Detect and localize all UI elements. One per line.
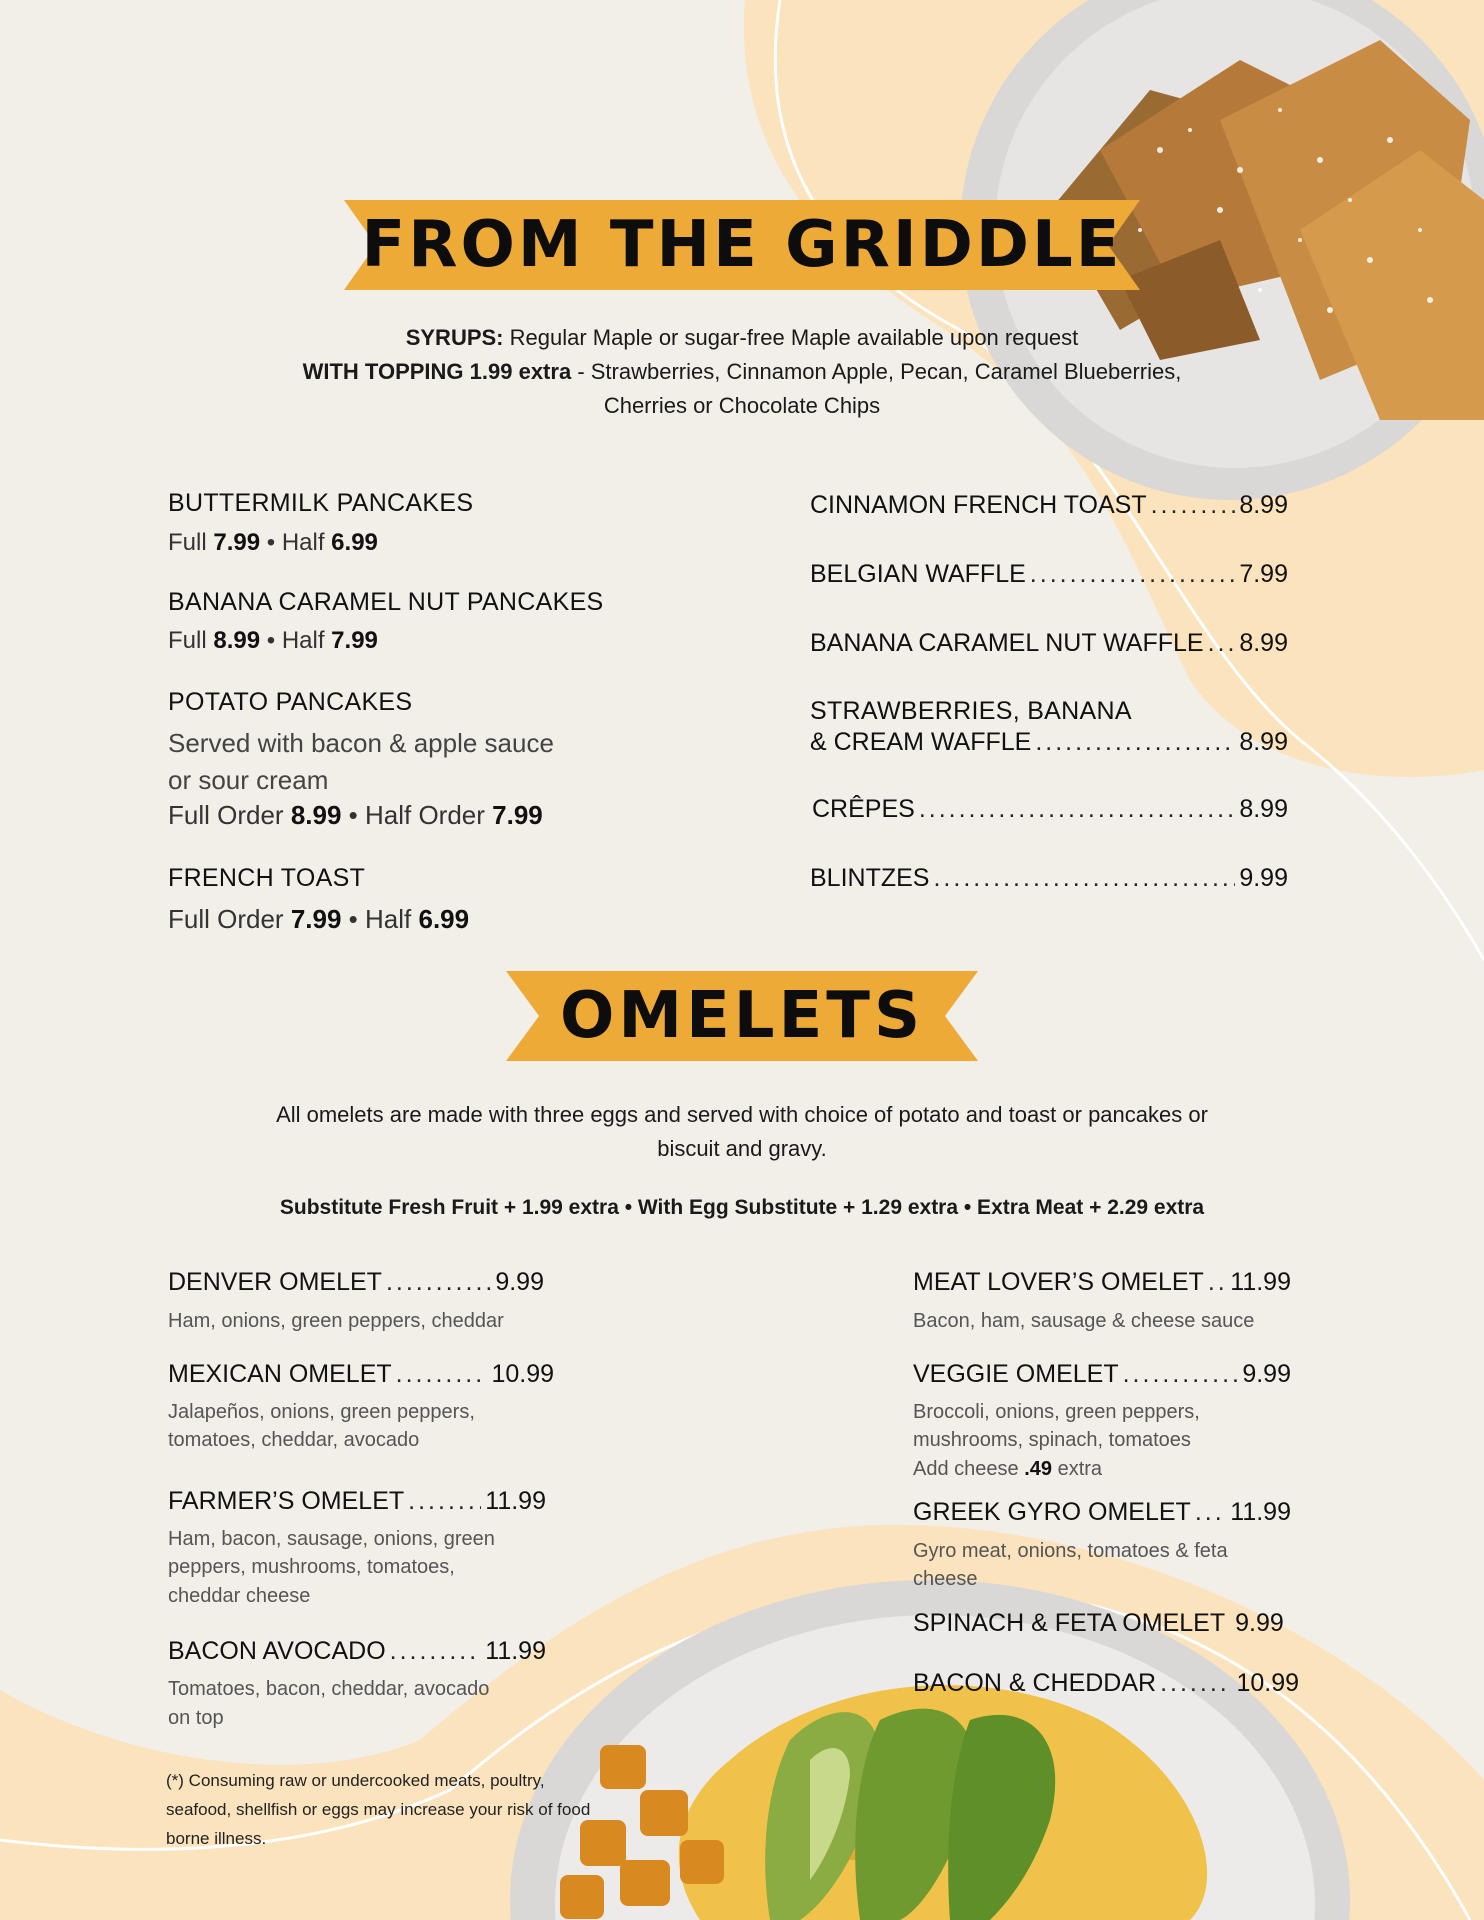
menu-item-name: BANANA CARAMEL NUT WAFFLE [810, 629, 1204, 657]
menu-item-price: 8.99 [1239, 795, 1288, 823]
omelets-extras: Substitute Fresh Fruit + 1.99 extra • With Egg Substitute + 1.29 extra • Extra Meat + 2.29 extra [279, 1196, 1205, 1219]
menu-item-price: 9.99 [1242, 1360, 1291, 1388]
menu-item-price: 9.99 [1235, 1609, 1284, 1637]
menu-item-row [810, 864, 1288, 893]
menu-item-description: cheddar cheese [168, 1585, 311, 1607]
menu-item-price: 9.99 [1239, 864, 1288, 892]
menu-item-row [913, 1498, 1291, 1527]
menu-item-row [810, 560, 1288, 589]
food-safety-footnote: seafood, shellfish or eggs may increase your risk of food [166, 1800, 591, 1819]
syrups-text: Regular Maple or sugar-free Maple available upon request [509, 325, 1079, 350]
menu-item-name: MEAT LOVER’S OMELET [913, 1268, 1204, 1296]
menu-item-name: FRENCH TOAST [168, 864, 366, 892]
menu-item-price: 11.99 [1230, 1498, 1291, 1526]
menu-item-name: & CREAM WAFFLE [810, 728, 1032, 756]
dot-leader [1123, 1360, 1239, 1389]
menu-item-prices: Full 7.99 • Half 6.99 [168, 529, 378, 556]
syrups-label: SYRUPS: [405, 325, 504, 350]
menu-item-name: CRÊPES [812, 795, 915, 823]
topping-note [0, 355, 1484, 389]
griddle-section-title: FROM THE GRIDDLE [361, 208, 1123, 282]
menu-item-row [168, 1487, 546, 1516]
topping-text: - Strawberries, Cinnamon Apple, Pecan, Caramel Blueberries, [577, 359, 1182, 384]
menu-item-name: BUTTERMILK PANCAKES [168, 489, 474, 517]
menu-item-name: GREEK GYRO OMELET [913, 1498, 1191, 1526]
menu-item-prices: Full Order 8.99 • Half Order 7.99 [168, 800, 543, 830]
topping-label: WITH TOPPING 1.99 extra [302, 359, 572, 384]
menu-item-name: VEGGIE OMELET [913, 1360, 1119, 1388]
dot-leader [1035, 728, 1235, 757]
menu-item-description: or sour cream [168, 765, 329, 795]
menu-item-description: on top [168, 1707, 224, 1729]
omelets-section-title: OMELETS [559, 979, 925, 1053]
menu-item-name: SPINACH & FETA OMELET [913, 1609, 1226, 1637]
menu-item-row [168, 1637, 546, 1666]
menu-item-name: DENVER OMELET [168, 1268, 382, 1296]
menu-item-price: 8.99 [1239, 728, 1288, 756]
menu-item-row [913, 1268, 1291, 1297]
dot-leader [1030, 560, 1236, 589]
dot-leader [919, 795, 1236, 824]
dot-leader [1160, 1669, 1232, 1698]
dot-leader [1195, 1498, 1226, 1527]
menu-item-price: 11.99 [485, 1487, 546, 1515]
menu-item-price: 7.99 [1239, 560, 1288, 588]
menu-item-name: BACON AVOCADO [168, 1637, 386, 1665]
menu-item-price: 9.99 [495, 1268, 544, 1296]
menu-item-description: Jalapeños, onions, green peppers, [168, 1401, 475, 1423]
menu-item-name: FARMER’S OMELET [168, 1487, 405, 1515]
menu-item-prices: Full 8.99 • Half 7.99 [168, 627, 378, 654]
dot-leader [390, 1637, 482, 1666]
menu-item-row [812, 795, 1288, 824]
menu-item-description: Bacon, ham, sausage & cheese sauce [913, 1310, 1255, 1332]
menu-item-description: tomatoes, cheddar, avocado [168, 1429, 420, 1451]
dot-leader [933, 864, 1235, 893]
omelets-section-banner [506, 971, 978, 1061]
menu-item-price: 10.99 [1236, 1669, 1299, 1697]
menu-item-description: Tomatoes, bacon, cheddar, avocado [168, 1678, 490, 1700]
menu-item-price: 10.99 [491, 1360, 554, 1388]
menu-item-row [810, 728, 1288, 757]
omelets-intro-continued: biscuit and gravy. [657, 1136, 827, 1161]
menu-item-description: Gyro meat, onions, tomatoes & feta [913, 1540, 1228, 1562]
menu-item-price: 11.99 [485, 1637, 546, 1665]
menu-item-name: BLINTZES [810, 864, 930, 892]
dot-leader [408, 1487, 481, 1516]
menu-item-description: peppers, mushrooms, tomatoes, [168, 1556, 455, 1578]
menu-item-name: MEXICAN OMELET [168, 1360, 392, 1388]
menu-item-description: Served with bacon & apple sauce [168, 728, 554, 758]
add-cheese-note: Add cheese .49 extra [913, 1458, 1103, 1480]
menu-item-row [913, 1360, 1291, 1389]
food-safety-footnote: (*) Consuming raw or undercooked meats, poultry, [166, 1771, 545, 1790]
menu-item-description: cheese [913, 1568, 978, 1590]
menu-item-name: CINNAMON FRENCH TOAST [810, 491, 1147, 519]
topping-note-continued: Cherries or Chocolate Chips [603, 393, 881, 418]
menu-item-name: POTATO PANCAKES [168, 688, 413, 716]
menu-item-name: BELGIAN WAFFLE [810, 560, 1026, 588]
menu-item-description: mushrooms, spinach, tomatoes [913, 1429, 1191, 1451]
menu-item-row [810, 629, 1288, 658]
menu-item-name: BANANA CARAMEL NUT PANCAKES [168, 588, 604, 616]
dot-leader [1208, 629, 1236, 658]
menu-item-name-line: STRAWBERRIES, BANANA [810, 697, 1132, 725]
menu-item-price: 8.99 [1239, 491, 1288, 519]
menu-item-row [168, 1268, 544, 1297]
menu-item-description: Broccoli, onions, green peppers, [913, 1401, 1200, 1423]
food-safety-footnote: borne illness. [166, 1829, 267, 1848]
menu-item-row [168, 1360, 554, 1389]
menu-item-name: BACON & CHEDDAR [913, 1669, 1157, 1697]
menu-item-row [913, 1609, 1291, 1638]
dot-leader [1151, 491, 1236, 520]
menu-item-row [810, 491, 1288, 520]
omelets-intro: All omelets are made with three eggs and served with choice of potato and toast or pancakes or [276, 1102, 1208, 1127]
menu-item-row [913, 1669, 1299, 1698]
menu-item-prices: Full Order 7.99 • Half 6.99 [168, 904, 470, 934]
menu-item-description: Ham, onions, green peppers, cheddar [168, 1310, 504, 1332]
menu-item-price: 11.99 [1230, 1268, 1291, 1296]
dot-leader [396, 1360, 488, 1389]
dot-leader [386, 1268, 491, 1297]
griddle-section-banner [344, 200, 1140, 290]
syrups-note [0, 321, 1484, 355]
menu-item-price: 8.99 [1239, 629, 1288, 657]
menu-item-description: Ham, bacon, sausage, onions, green [168, 1528, 495, 1550]
dot-leader [1208, 1268, 1226, 1297]
